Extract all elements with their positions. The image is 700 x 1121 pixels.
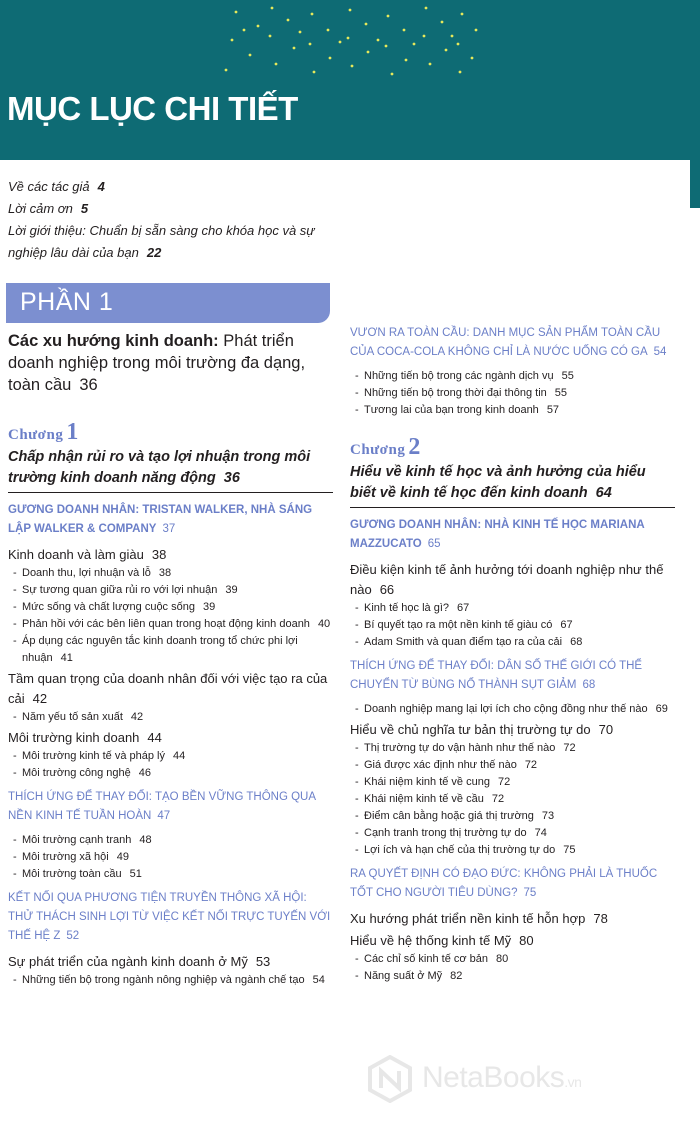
toc-entry: Lời giới thiệu: Chuẩn bị sẵn sàng cho khóa học và sự nghiệp lâu dài của bạn 22 [8, 223, 315, 260]
section-heading: Điều kiện kinh tế ảnh hưởng tới doanh nghiệp như thế nào 66 [350, 562, 664, 597]
list-item: - Bí quyết tạo ra một nền kinh tế giàu có 67 [350, 617, 675, 634]
list-item: - Khái niệm kinh tế về cầu 72 [350, 791, 675, 808]
list-item: - Năng suất ở Mỹ 82 [350, 968, 675, 985]
chapter-label: Chương 1 [8, 419, 79, 445]
list-item: - Phản hồi với các bên liên quan trong hoạt động kinh doanh 40 [8, 616, 333, 633]
subsection-list [8, 748, 333, 782]
list-item: - Môi trường công nghệ 46 [8, 765, 333, 782]
chapter-title: Chấp nhận rủi ro và tạo lợi nhuận trong môi trường kinh doanh năng động 36 [8, 447, 333, 493]
list-item: - Doanh thu, lợi nhuận và lỗ 38 [8, 565, 333, 582]
section-heading: Môi trường kinh doanh 44 [8, 730, 162, 745]
subsection-list [8, 709, 333, 726]
subsection-list [350, 951, 675, 985]
subsection-list [350, 740, 675, 859]
watermark-logo-icon [366, 1055, 414, 1103]
list-item: - Tương lai của bạn trong kinh doanh 57 [350, 402, 675, 419]
page-title: MỤC LỤC CHI TIẾT [7, 90, 298, 127]
dots-pattern [0, 0, 700, 90]
list-item: - Áp dụng các nguyên tắc kinh doanh trong tổ chức phi lợi nhuận 41 [8, 633, 333, 667]
part-label: PHẦN 1 [20, 288, 114, 316]
subsection-list [8, 832, 333, 883]
list-item: - Giá được xác định như thế nào 72 [350, 757, 675, 774]
list-item: - Những tiến bộ trong ngành nông nghiệp và ngành chế tạo 54 [8, 972, 333, 989]
left-column [8, 420, 333, 991]
section-heading: Hiểu về hệ thống kinh tế Mỹ 80 [350, 933, 534, 948]
feature-heading: VƯƠN RA TOÀN CẦU: DANH MỤC SẢN PHẨM TOÀN CẦU CỦA COCA-COLA KHÔNG CHỈ LÀ NƯỚC UỐNG CÓ GA 54 [350, 327, 667, 358]
list-item: - Thị trường tự do vận hành như thế nào 72 [350, 740, 675, 757]
subsection-list [8, 972, 333, 989]
list-item: - Những tiến bộ trong các ngành dịch vụ 55 [350, 368, 675, 385]
list-item: - Adam Smith và quan điểm tạo ra của cải 68 [350, 634, 675, 651]
toc-entry: Lời cảm ơn 5 [8, 201, 89, 216]
chapter-title: Hiểu về kinh tế học và ảnh hưởng của hiểu biết về kinh tế học đến kinh doanh 64 [350, 462, 675, 508]
feature-heading: KẾT NỐI QUA PHƯƠNG TIỆN TRUYỀN THÔNG XÃ HỘI: THỬ THÁCH SINH LỢI TỪ VIỆC KẾT NỐI TRỰC TUYẾN VỚI THẾ HỆ Z 52 [8, 892, 331, 942]
right-column [350, 318, 675, 987]
side-tab [690, 160, 700, 208]
list-item: - Kinh tế học là gì? 67 [350, 600, 675, 617]
list-item: - Lợi ích và hạn chế của thị trường tự do 75 [350, 842, 675, 859]
list-item: - Năm yếu tố sản xuất 42 [8, 709, 333, 726]
list-item: - Môi trường kinh tế và pháp lý 44 [8, 748, 333, 765]
subsection-list [8, 565, 333, 667]
section-heading: Xu hướng phát triển nền kinh tế hỗn hợp 78 [350, 911, 608, 926]
section-heading: Tầm quan trọng của doanh nhân đối với việc tạo ra của cải 42 [8, 671, 328, 706]
part-title: Các xu hướng kinh doanh: Phát triển doanh nghiệp trong môi trường đa dạng, toàn cầu 36 [8, 332, 306, 394]
toc-entry: Về các tác giả 4 [8, 179, 105, 194]
feature-heading: THÍCH ỨNG ĐỂ THAY ĐỔI: DÂN SỐ THẾ GIỚI CÓ THỂ CHUYỂN TỪ BÙNG NỔ THÀNH SỤT GIẢM 68 [350, 660, 643, 691]
header-band [0, 0, 700, 160]
intro-entries [8, 176, 338, 264]
watermark-text: NetaBooks.vn [422, 1061, 582, 1094]
section-heading: Hiểu về chủ nghĩa tư bản thị trường tự do 70 [350, 722, 614, 737]
subsection-list [350, 368, 675, 419]
list-item: - Môi trường xã hội 49 [8, 849, 333, 866]
list-item: - Môi trường cạnh tranh 48 [8, 832, 333, 849]
section-heading: Kinh doanh và làm giàu 38 [8, 547, 167, 562]
list-item: - Môi trường toàn cầu 51 [8, 866, 333, 883]
part-banner [6, 283, 330, 323]
list-item: - Khái niệm kinh tế về cung 72 [350, 774, 675, 791]
chapter-label: Chương 2 [350, 434, 421, 460]
subsection-list [350, 600, 675, 651]
list-item: - Mức sống và chất lượng cuộc sống 39 [8, 599, 333, 616]
list-item: - Sự tương quan giữa rủi ro với lợi nhuận 39 [8, 582, 333, 599]
list-item: - Doanh nghiệp mang lại lợi ích cho cộng đồng như thế nào 69 [350, 701, 675, 718]
subsection-list [350, 701, 675, 718]
list-item: - Cạnh tranh trong thị trường tự do 74 [350, 825, 675, 842]
feature-heading: GƯƠNG DOANH NHÂN: TRISTAN WALKER, NHÀ SÁNG LẬP WALKER & COMPANY 37 [8, 504, 313, 535]
list-item: - Các chỉ số kinh tế cơ bản 80 [350, 951, 675, 968]
feature-heading: GƯƠNG DOANH NHÂN: NHÀ KINH TẾ HỌC MARIANA MAZZUCATO 65 [350, 519, 645, 550]
list-item: - Những tiến bộ trong thời đại thông tin 55 [350, 385, 675, 402]
list-item: - Điểm cân bằng hoặc giá thị trường 73 [350, 808, 675, 825]
feature-heading: THÍCH ỨNG ĐỂ THAY ĐỔI: TẠO BỀN VỮNG THÔNG QUA NỀN KINH TẾ TUẦN HOÀN 47 [8, 791, 316, 822]
watermark [362, 1055, 682, 1105]
section-heading: Sự phát triển của ngành kinh doanh ở Mỹ 53 [8, 954, 271, 969]
feature-heading: RA QUYẾT ĐỊNH CÓ ĐẠO ĐỨC: KHÔNG PHẢI LÀ THUỐC TỐT CHO NGƯỜI TIÊU DÙNG? 75 [350, 868, 658, 899]
